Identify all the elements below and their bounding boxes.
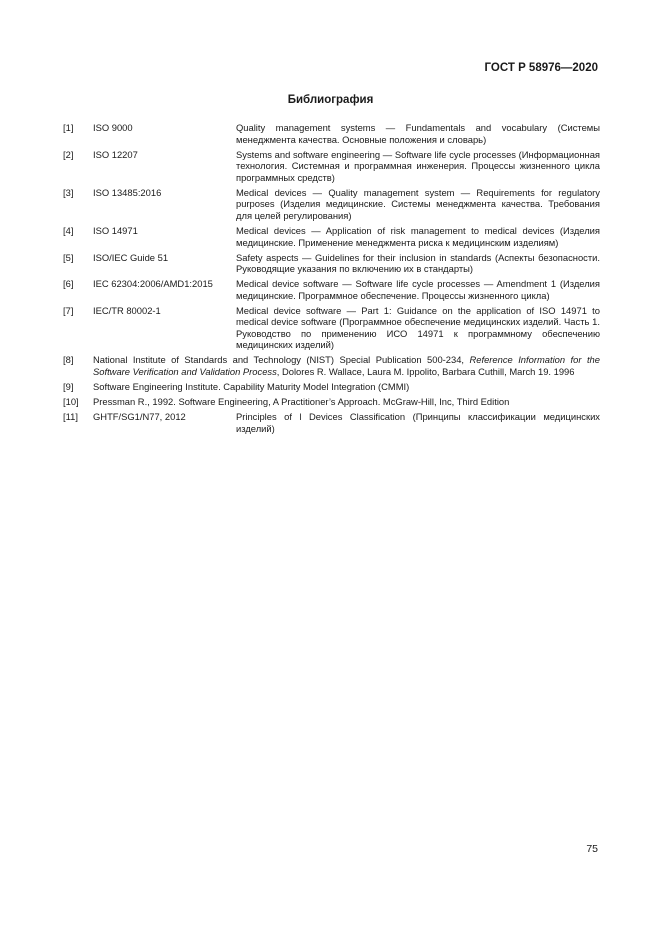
entry-number: [7] [63,304,74,316]
bibliography-entry [63,354,600,377]
entry-description: Medical device software — Part 1: Guidance on the application of ISO 14971 to medical device software (Программное обеспечение медицинских изделий. Часть 1. Руководство по применению ИСО 14971 к программному обеспечению медицинских изделий) [236,304,600,351]
bibliography-entry [63,381,600,393]
entry-number: [11] [63,410,78,422]
entry-code: ISO 9000 [93,122,133,133]
entry-description: Medical device software — Software life cycle processes — Amendment 1 (Изделия медицинские. Программное обеспечение. Процессы жизненного цикла) [236,278,600,301]
entry-number: [2] [63,148,74,160]
entry-text: , Dolores R. Wallace, Laura M. Ippolito, Barbara Cuthill, March 19. 1996 [276,366,575,378]
entry-code: ISO 14971 [93,224,138,236]
standard-designation: ГОСТ Р 58976—2020 [484,62,598,74]
entry-description: Software Engineering Institute. Capability Maturity Model Integration (CMMI) [93,381,410,392]
entry-description: Systems and software engineering — Software life cycle processes (Информационная технология. Системная и программная инженерия. Процессы жизненного цикла программных средств) [236,148,600,183]
entry-number: [4] [63,224,74,236]
entry-code: ISO/IEC Guide 51 [93,251,169,263]
entry-number: [9] [63,381,74,392]
entry-number: [8] [63,354,74,366]
entry-description: Quality management systems — Fundamentals and vocabulary (Системы менеджмента качества. Основные положения и словарь) [236,122,600,145]
entry-number: [10] [63,395,79,407]
entry-number: [6] [63,278,74,290]
bibliography-entry [63,396,600,408]
entry-code: GHTF/SG1/N77, 2012 [93,410,186,422]
bibliography-list [63,122,600,438]
bibliography-entry [63,252,600,275]
entry-number: [3] [63,186,74,198]
entry-description: Pressman R., 1992. Software Engineering, A Practitioner’s Approach. McGraw-Hill, Inc, Third Edition [93,395,510,407]
bibliography-entry [63,305,600,351]
bibliography-entry [63,411,600,434]
entry-number: [1] [63,122,74,133]
entry-code: IEC 62304:2006/AMD1:2015 [93,278,213,290]
entry-description: Safety aspects — Guidelines for their inclusion in standards (Аспекты безопасности. Руководящие указания по включению их в стандарты) [236,251,600,275]
entry-description: Principles of l Devices Classification (Принципы классификации медицинских изделий) [236,410,600,434]
entry-title-italic: Reference Information for the Software Verification and Validation Process [93,354,600,378]
entry-code: ISO 12207 [93,148,138,160]
bibliography-entry [63,225,600,248]
entry-number: [5] [63,251,74,263]
page-number: 75 [586,843,598,855]
bibliography-entry [63,278,600,301]
entry-description: Medical devices — Quality management system — Requirements for regulatory purposes (Изделия медицинские. Системы менеджмента качества. Требования для целей регулирования) [236,186,600,221]
bibliography-entry [63,122,600,145]
entry-code: IEC/TR 80002-1 [93,304,161,316]
entry-code: ISO 13485:2016 [93,186,162,198]
bibliography-entry [63,149,600,184]
page-title: Библиография [287,94,374,106]
entry-text: National Institute of Standards and Technology (NIST) Special Publication 500-234, [93,354,470,366]
entry-description [93,354,600,377]
bibliography-entry [63,187,600,222]
entry-description: Medical devices — Application of risk management to medical devices (Изделия медицинские. Применение менеджмента риска к медицинским изделиям) [236,224,600,248]
